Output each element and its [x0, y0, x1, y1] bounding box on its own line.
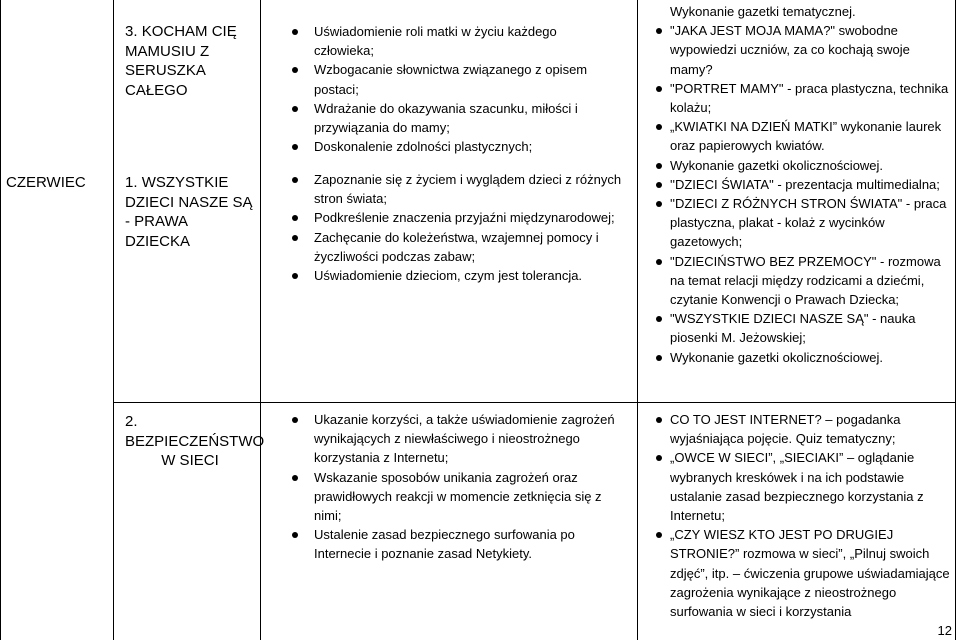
activity-item: „KWIATKI NA DZIEŃ MATKI” wykonanie laurek oraz papierowych kwiatów.: [640, 117, 952, 155]
goal-item: Doskonalenie zdolności plastycznych;: [290, 137, 610, 156]
goal-item: Wskazanie sposobów unikania zagrożeń oraz prawidłowych reakcji w momencie zetknięcia się z nimi;: [290, 468, 626, 526]
goal-item: Ukazanie korzyści, a także uświadomienie zagrożeń wynikających z niewłaściwego i nieostrożnego korzystania z Internetu;: [290, 410, 626, 468]
topic-3: [125, 22, 255, 100]
month-label: CZERWIEC: [6, 174, 86, 191]
page-number: 12: [937, 623, 952, 638]
activity-item: „OWCE W SIECI”, „SIECIAKI” – oglądanie wybranych kreskówek i na ich podstawie ustalanie zasad bezpiecznego korzystania z Internetu;: [640, 448, 952, 525]
topic-number: 3.: [125, 23, 138, 40]
column-divider: [637, 0, 638, 640]
column-divider: [260, 0, 261, 640]
goal-item: Uświadomienie roli matki w życiu każdego człowieka;: [290, 22, 610, 60]
activity-item: "WSZYSTKIE DZIECI NASZE SĄ" - nauka piosenki M. Jeżowskiej;: [640, 309, 952, 347]
row-divider: [113, 402, 956, 403]
activities-list-2: [640, 410, 952, 620]
topic-title: WSZYSTKIE DZIECI NASZE SĄ - PRAWA DZIECKA: [125, 174, 253, 250]
topic-2: [125, 412, 265, 471]
activity-item: CO TO JEST INTERNET? – pogadanka wyjaśniająca pojęcie. Quiz tematyczny;: [640, 410, 952, 448]
topic-title: KOCHAM CIĘ MAMUSIU Z SERUSZKA CAŁEGO: [125, 23, 237, 99]
goals-list-c: [290, 410, 626, 564]
topic-number: 1.: [125, 174, 138, 191]
topic-1: [125, 173, 255, 251]
table-border: [0, 0, 1, 640]
column-divider: [113, 0, 114, 640]
goal-item: Ustalenie zasad bezpiecznego surfowania po Internecie i poznanie zasad Netykiety.: [290, 525, 626, 563]
goal-item: Podkreślenie znaczenia przyjaźni międzynarodowej;: [290, 208, 630, 227]
activity-lead: Wykonanie gazetki tematycznej.: [670, 4, 856, 19]
activity-item: "PORTRET MAMY" - praca plastyczna, technika kolażu;: [640, 79, 952, 117]
activity-item: Wykonanie gazetki okolicznościowej.: [640, 348, 952, 367]
table-border: [955, 0, 956, 640]
activities-list: [640, 21, 952, 367]
activity-item: „CZY WIESZ KTO JEST PO DRUGIEJ STRONIE?” rozmowa w sieci”, „Pilnuj swoich zdjęć”, itp. – ćwiczenia grupowe uświadamiające zagrożenia wynikające z nieostrożnego surfowania w sieci i korzystania: [640, 525, 952, 621]
activity-item: "DZIECIŃSTWO BEZ PRZEMOCY" - rozmowa na temat relacji między rodzicami a dziećmi, czytanie Konwencji o Prawach Dziecka;: [640, 252, 952, 310]
goals-list-a: [290, 22, 610, 156]
activity-item: ''DZIECI Z RÓŻNYCH STRON ŚWIATA" - praca plastyczna, plakat - kolaż z wycinków gazetowych;: [640, 194, 952, 252]
goals-list-b: [290, 170, 630, 285]
goal-item: Zapoznanie się z życiem i wyglądem dzieci z różnych stron świata;: [290, 170, 630, 208]
activity-item: Wykonanie gazetki okolicznościowej.: [640, 156, 952, 175]
activity-item: ''DZIECI ŚWIATA" - prezentacja multimedialna;: [640, 175, 952, 194]
activities-cell: [640, 2, 952, 367]
goal-item: Wzbogacanie słownictwa związanego z opisem postaci;: [290, 60, 610, 98]
activity-item: "JAKA JEST MOJA MAMA?" swobodne wypowiedzi uczniów, za co kochają swoje mamy?: [640, 21, 952, 79]
topic-number: 2.: [125, 413, 138, 430]
goal-item: Zachęcanie do koleżeństwa, wzajemnej pomocy i życzliwości podczas zabaw;: [290, 228, 630, 266]
goal-item: Uświadomienie dzieciom, czym jest tolerancja.: [290, 266, 630, 285]
goal-item: Wdrażanie do okazywania szacunku, miłości i przywiązania do mamy;: [290, 99, 610, 137]
topic-title: BEZPIECZEŃSTWO W SIECI: [125, 432, 265, 469]
